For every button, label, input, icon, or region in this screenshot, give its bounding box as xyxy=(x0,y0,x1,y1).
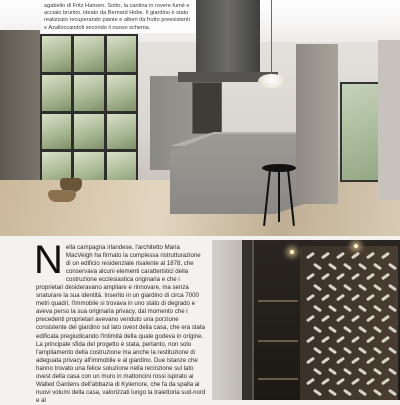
wine-bottle xyxy=(343,388,352,396)
wine-bottle xyxy=(351,273,360,281)
wine-bottle xyxy=(358,325,367,333)
wine-bottle xyxy=(351,357,360,365)
wine-bottle xyxy=(313,367,322,375)
wine-bottle xyxy=(328,283,337,291)
wine-bottle xyxy=(313,304,322,312)
drop-cap: N xyxy=(34,238,63,282)
wine-bottle xyxy=(358,283,367,291)
open-shelf-niche xyxy=(192,82,222,134)
basket xyxy=(48,190,76,202)
wine-bottle xyxy=(343,283,352,291)
wine-bottle xyxy=(343,346,352,354)
wine-bottle xyxy=(306,294,315,302)
wine-cellar-photo xyxy=(212,240,400,400)
wine-bottle xyxy=(313,325,322,333)
wine-bottle xyxy=(388,283,397,291)
wine-bottle xyxy=(336,252,345,260)
wine-bottle xyxy=(313,346,322,354)
wine-bottle xyxy=(321,315,330,323)
wine-bottle xyxy=(321,357,330,365)
wine-bottle xyxy=(373,283,382,291)
wine-bottle xyxy=(388,346,397,354)
wine-bottle xyxy=(366,315,375,323)
ceiling-spotlight xyxy=(354,244,358,248)
wine-bottle xyxy=(373,325,382,333)
wine-bottle xyxy=(366,294,375,302)
wine-bottle xyxy=(358,367,367,375)
wine-bottle xyxy=(366,273,375,281)
wine-bottle xyxy=(306,315,315,323)
wine-bottle xyxy=(373,346,382,354)
range-hood xyxy=(196,0,260,80)
wine-bottle xyxy=(336,294,345,302)
wine-bottle xyxy=(328,388,337,396)
cellar-wall xyxy=(212,240,242,400)
wine-bottle xyxy=(381,273,390,281)
wine-bottle xyxy=(343,262,352,270)
wine-bottle xyxy=(358,262,367,270)
right-wall xyxy=(296,44,338,204)
wine-bottle xyxy=(306,336,315,344)
cellar-shelf xyxy=(258,378,298,380)
wine-bottle xyxy=(306,273,315,281)
wine-bottle xyxy=(388,388,397,396)
photo-caption: agabello di Fritz Hansen. Sotto, la cantina in rovere fumé e acciaio brunito, ideato da Bernard Hobe. Il giardino è stato realizzato recuperando piante e alberi da frutto preesistenti e Azalloccandoli secondo il nuovo schema. xyxy=(42,2,196,33)
wine-bottle xyxy=(366,378,375,386)
wine-bottle xyxy=(306,357,315,365)
wine-bottle xyxy=(336,315,345,323)
bar-stool-leg xyxy=(278,170,280,222)
wine-bottle xyxy=(328,304,337,312)
wine-bottle xyxy=(321,294,330,302)
wine-bottle xyxy=(373,262,382,270)
wine-bottle xyxy=(381,294,390,302)
wine-bottle xyxy=(328,262,337,270)
wine-bottle xyxy=(313,283,322,291)
wine-bottle xyxy=(328,325,337,333)
wine-bottle xyxy=(373,304,382,312)
wine-bottle xyxy=(381,336,390,344)
wine-bottle xyxy=(366,336,375,344)
wine-bottle xyxy=(351,336,360,344)
left-wall xyxy=(0,30,40,200)
wine-bottle xyxy=(381,357,390,365)
wine-bottle xyxy=(381,315,390,323)
wine-bottle xyxy=(336,336,345,344)
wine-bottle xyxy=(343,325,352,333)
wine-bottle xyxy=(306,378,315,386)
wine-bottle xyxy=(381,252,390,260)
wine-bottle xyxy=(321,336,330,344)
wine-bottle xyxy=(321,252,330,260)
wine-bottle xyxy=(366,252,375,260)
wine-bottle xyxy=(321,378,330,386)
kitchen-island xyxy=(170,134,316,214)
article-body: ella campagna irlandese, l'architetto Maria MacVeigh ha firmato la complessa ristrutturazione di un edificio residenziale risalente al 1878, che conservava alcuni elementi caratteristici della costruzione ecclesiastica originaria e che i proprietari desideravano ampliare e rinnovare, ma senza snaturare la sua identità. Inserito in un giardino di circa 7000 metri quadri, l'immobile si trovava in uno stato di degrado e aveva perso la sua originaria privacy, dal momento che i precedenti proprietari avevano venduto una porzione consistente del giardino sul lato ovest della casa, che era stata edificata pregiudicando l'intimità della quale godeva in origine. La principale sfida del progetto è stata, pertanto, non solo l'ampliamento della costruzione ma anche la restituzione di adeguata privacy all'immobile e al giardino. Due istanze che hanno trovato una felice soluzione nella recinzione sul lato ovest della casa con un muro in mattoncini rossi ispirato ai Walled Gardens dell'abbazia di Kylemore, che fa da spalla ai nuovi volumi della casa, valorizzati lungo la traiettoria sud-nord e al xyxy=(36,244,206,404)
wine-bottle xyxy=(358,346,367,354)
wine-bottle xyxy=(351,315,360,323)
pendant-wire xyxy=(271,0,272,74)
wine-bottle xyxy=(358,304,367,312)
wine-bottle xyxy=(373,367,382,375)
steel-framed-window xyxy=(40,34,138,190)
wine-bottle xyxy=(313,388,322,396)
wine-bottle xyxy=(343,367,352,375)
ceiling-spotlight xyxy=(290,250,294,254)
wine-bottle xyxy=(328,346,337,354)
wine-bottle xyxy=(336,357,345,365)
wine-bottle xyxy=(313,262,322,270)
wine-bottle xyxy=(388,325,397,333)
wine-bottle xyxy=(336,378,345,386)
wine-bottle xyxy=(336,273,345,281)
wine-rack xyxy=(300,246,398,400)
wine-bottle xyxy=(381,378,390,386)
wine-bottle xyxy=(388,367,397,375)
wine-bottle xyxy=(366,357,375,365)
wine-bottle xyxy=(343,304,352,312)
wine-bottle xyxy=(388,262,397,270)
cellar-shelf xyxy=(258,340,298,342)
wine-bottle xyxy=(351,252,360,260)
wine-bottle xyxy=(351,294,360,302)
pendant-lamp xyxy=(258,74,286,88)
article-text-column xyxy=(34,238,206,404)
wine-bottle xyxy=(328,367,337,375)
far-wall xyxy=(378,40,400,200)
wine-bottle xyxy=(306,252,315,260)
cellar-shelf xyxy=(258,300,298,302)
wine-bottle xyxy=(388,304,397,312)
wine-bottle xyxy=(321,273,330,281)
wine-bottle xyxy=(373,388,382,396)
wine-bottle xyxy=(351,378,360,386)
wine-bottle xyxy=(358,388,367,396)
